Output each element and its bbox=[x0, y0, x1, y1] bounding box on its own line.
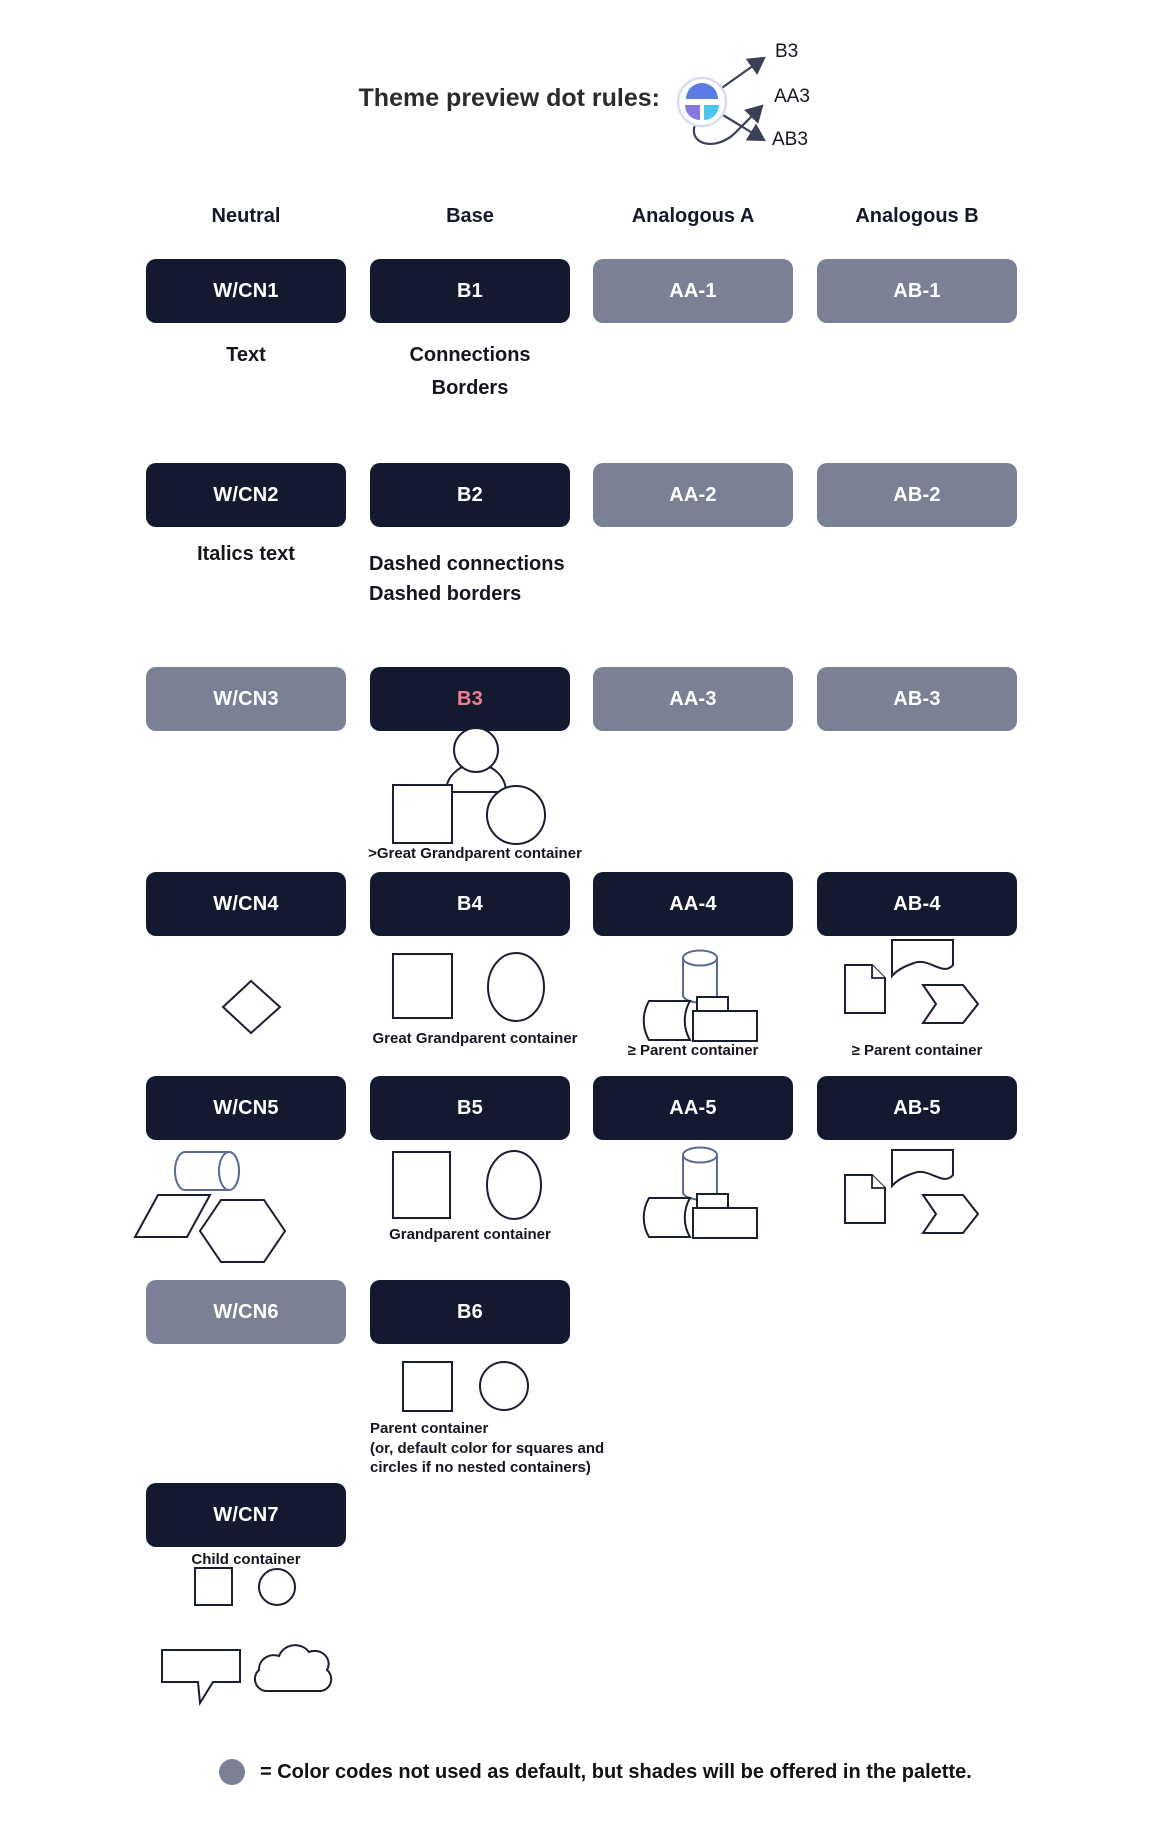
square-shape bbox=[195, 1568, 232, 1605]
b3-shapes bbox=[370, 726, 570, 846]
aa5-shapes bbox=[593, 1140, 793, 1240]
ab4-shapes bbox=[817, 937, 1017, 1037]
b6-caption-line3: circles if no nested containers) bbox=[370, 1459, 591, 1476]
wcn5-shapes bbox=[120, 1142, 340, 1272]
person-head-shape bbox=[454, 728, 498, 772]
column-header-analogous-b: Analogous B bbox=[855, 205, 979, 227]
square-shape bbox=[403, 1362, 452, 1411]
wcn4-shapes bbox=[222, 980, 282, 1034]
swatch-wcn2: W/CN2 bbox=[146, 463, 346, 527]
swatch-b6: B6 bbox=[370, 1280, 570, 1344]
stored-data-shape bbox=[644, 1198, 690, 1237]
legend-dot bbox=[219, 1759, 245, 1785]
card-shape bbox=[693, 1011, 757, 1041]
parallelogram-shape bbox=[135, 1195, 210, 1237]
note-borders: Borders bbox=[431, 377, 509, 399]
ab4-caption: ≥ Parent container bbox=[851, 1042, 983, 1059]
card-shape bbox=[693, 1208, 757, 1238]
note-text: Text bbox=[226, 344, 266, 366]
column-header-neutral: Neutral bbox=[211, 205, 281, 227]
swatch-b1: B1 bbox=[370, 259, 570, 323]
b6-caption-line1: Parent container bbox=[370, 1420, 489, 1437]
note-italics-text: Italics text bbox=[197, 543, 295, 565]
wavy-document-shape bbox=[892, 1150, 953, 1186]
document-fold bbox=[872, 965, 885, 978]
aa4-shapes bbox=[593, 943, 793, 1043]
dot-label-aa3: AA3 bbox=[774, 86, 810, 107]
circle-shape bbox=[488, 953, 544, 1021]
square-shape bbox=[393, 954, 452, 1018]
wcn7-shapes bbox=[146, 1560, 366, 1710]
square-shape bbox=[393, 785, 452, 843]
cloud-shape bbox=[255, 1645, 331, 1691]
circle-shape bbox=[487, 1151, 541, 1219]
swatch-aa1: AA-1 bbox=[593, 259, 793, 323]
swatch-wcn4: W/CN4 bbox=[146, 872, 346, 936]
theme-dot-diagram bbox=[640, 28, 840, 158]
speech-bubble-shape bbox=[162, 1650, 240, 1703]
swatch-wcn6: W/CN6 bbox=[146, 1280, 346, 1344]
b5-caption: Grandparent container bbox=[389, 1226, 551, 1243]
swatch-ab3: AB-3 bbox=[817, 667, 1017, 731]
swatch-b2: B2 bbox=[370, 463, 570, 527]
hexagon-shape bbox=[200, 1200, 285, 1262]
b4-shapes bbox=[370, 950, 570, 1028]
swatch-b3: B3 bbox=[370, 667, 570, 731]
swatch-b5: B5 bbox=[370, 1076, 570, 1140]
b6-shapes bbox=[370, 1358, 570, 1416]
dot-label-ab3: AB3 bbox=[772, 129, 808, 150]
b3-caption: >Great Grandparent container bbox=[368, 845, 582, 862]
cylinder-top-shape bbox=[683, 951, 717, 966]
page-title: Theme preview dot rules: bbox=[358, 84, 660, 112]
circle-shape bbox=[480, 1362, 528, 1410]
swatch-wcn7: W/CN7 bbox=[146, 1483, 346, 1547]
swatch-ab4: AB-4 bbox=[817, 872, 1017, 936]
ab5-shapes bbox=[817, 1147, 1017, 1247]
swatch-aa5: AA-5 bbox=[593, 1076, 793, 1140]
stored-data-shape bbox=[644, 1001, 690, 1040]
swatch-ab1: AB-1 bbox=[817, 259, 1017, 323]
diamond-shape bbox=[223, 981, 280, 1033]
circle-shape bbox=[487, 786, 545, 844]
chevron-shape bbox=[923, 1195, 978, 1233]
swatch-ab2: AB-2 bbox=[817, 463, 1017, 527]
tab-shape bbox=[697, 1194, 728, 1208]
swatch-b4: B4 bbox=[370, 872, 570, 936]
note-dashed-borders: Dashed borders bbox=[369, 583, 522, 605]
horizontal-cylinder-end-shape bbox=[219, 1152, 239, 1190]
tab-shape bbox=[697, 997, 728, 1011]
swatch-ab5: AB-5 bbox=[817, 1076, 1017, 1140]
swatch-aa4: AA-4 bbox=[593, 872, 793, 936]
swatch-wcn1: W/CN1 bbox=[146, 259, 346, 323]
note-dashed-connections: Dashed connections bbox=[369, 553, 565, 575]
square-shape bbox=[393, 1152, 450, 1218]
legend-text: = Color codes not used as default, but shades will be offered in the palette. bbox=[260, 1761, 972, 1783]
circle-shape bbox=[259, 1569, 295, 1605]
cylinder-top-shape bbox=[683, 1148, 717, 1163]
aa4-caption: ≥ Parent container bbox=[627, 1042, 759, 1059]
column-header-base: Base bbox=[446, 205, 494, 227]
column-header-analogous-a: Analogous A bbox=[631, 205, 755, 227]
b4-caption: Great Grandparent container bbox=[372, 1030, 578, 1047]
swatch-wcn3: W/CN3 bbox=[146, 667, 346, 731]
swatch-aa2: AA-2 bbox=[593, 463, 793, 527]
b6-caption-line2: (or, default color for squares and bbox=[370, 1440, 605, 1457]
dot-label-b3: B3 bbox=[775, 41, 799, 62]
arrow-to-b3 bbox=[716, 58, 764, 92]
swatch-aa3: AA-3 bbox=[593, 667, 793, 731]
chevron-shape bbox=[923, 985, 978, 1023]
note-connections: Connections bbox=[409, 344, 531, 366]
b5-shapes bbox=[370, 1148, 570, 1223]
swatch-wcn5: W/CN5 bbox=[146, 1076, 346, 1140]
wcn7-caption: Child container bbox=[191, 1551, 301, 1568]
wavy-document-shape bbox=[892, 940, 953, 976]
